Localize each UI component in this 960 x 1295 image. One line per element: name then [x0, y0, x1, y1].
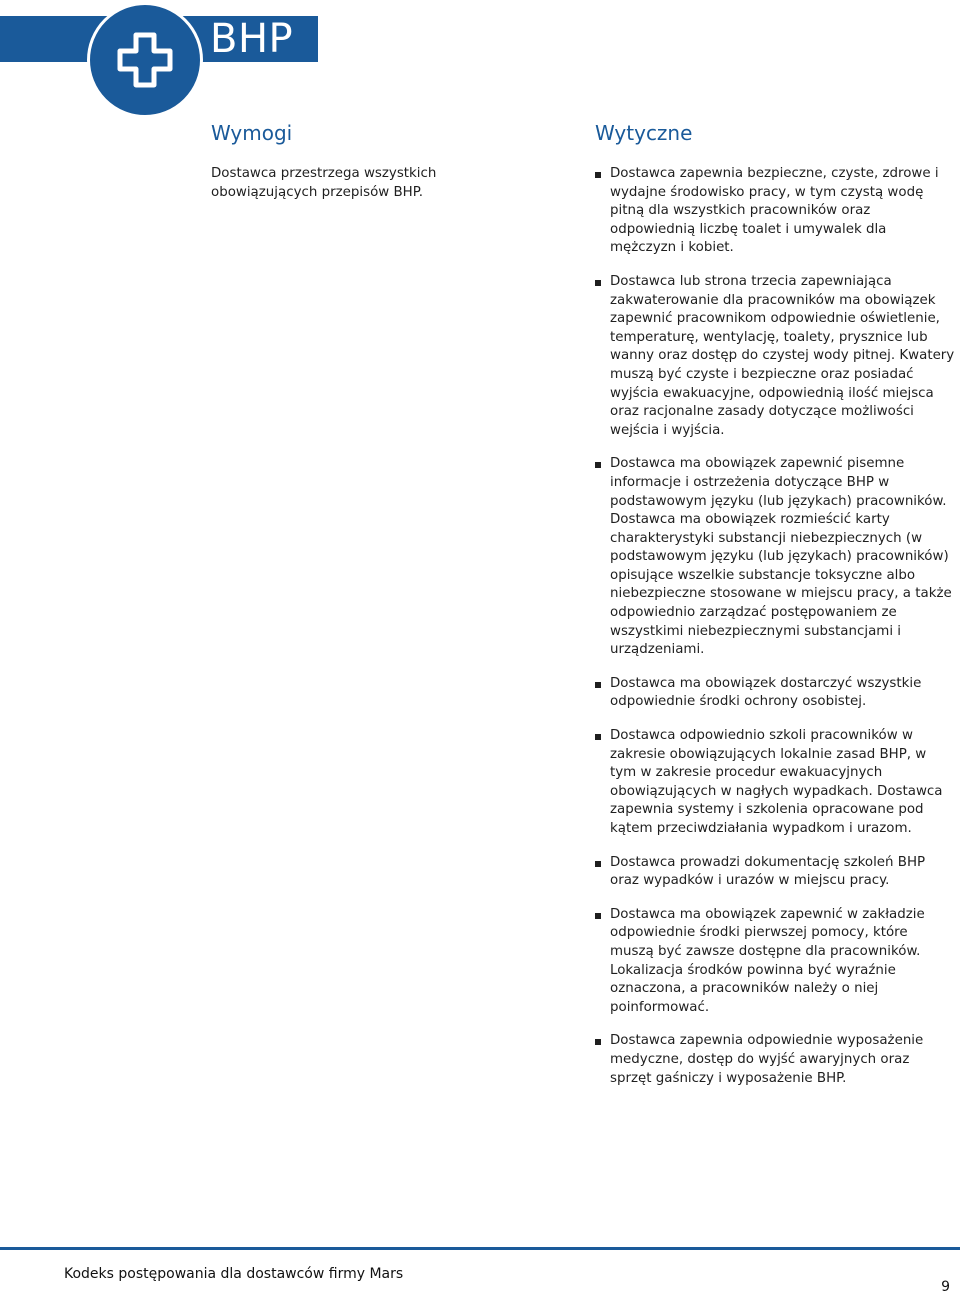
- guidelines-list: [595, 165, 955, 1088]
- guideline-item: [595, 165, 955, 258]
- square-bullet-icon: [595, 462, 601, 468]
- guideline-item: [595, 455, 955, 660]
- guideline-item: [595, 273, 955, 440]
- square-bullet-icon: [595, 172, 601, 178]
- page-number: 9: [941, 1279, 950, 1295]
- guideline-item: [595, 675, 955, 712]
- medical-cross-icon: [117, 32, 173, 88]
- square-bullet-icon: [595, 682, 601, 688]
- requirements-heading: Wymogi: [211, 121, 293, 145]
- square-bullet-icon: [595, 280, 601, 286]
- guideline-item: [595, 727, 955, 839]
- footer-divider: [0, 1247, 960, 1250]
- guideline-text: Dostawca zapewnia bezpieczne, czyste, zdrowe i wydajne środowisko pracy, w tym czystą wodę pitną dla wszystkich pracowników oraz odpowiednią liczbę toalet i umywalek dla mężczyzn i kobiet.: [610, 166, 939, 256]
- header-icon-badge: [87, 2, 203, 118]
- square-bullet-icon: [595, 913, 601, 919]
- square-bullet-icon: [595, 1039, 601, 1045]
- guideline-text: Dostawca prowadzi dokumentację szkoleń BHP oraz wypadków i urazów w miejscu pracy.: [610, 854, 926, 889]
- guideline-text: Dostawca lub strona trzecia zapewniająca zakwaterowanie dla pracowników ma obowiązek zapewnić pracownikom odpowiednie oświetlenie, temperaturę, wentylację, toalety, prysznice lub wanny oraz dostęp do czystej wody pitnej. Kwatery muszą być czyste i bezpieczne oraz posiadać wyjścia ewakuacyjne, odpowiednią ilość miejsca oraz racjonalne zasady dotyczące możliwości wejścia i wyjścia.: [610, 273, 955, 438]
- requirements-text: Dostawca przestrzega wszystkich obowiązujących przepisów BHP.: [211, 166, 437, 200]
- guideline-text: Dostawca odpowiednio szkoli pracowników w zakresie obowiązujących lokalnie zasad BHP, w tym w zakresie procedur ewakuacyjnych obowiązujących w nagłych wypadkach. Dostawca zapewnia systemy i szkolenia opracowane pod kątem przeciwdziałania wypadkom i urazom.: [610, 728, 943, 836]
- guideline-item: [595, 1032, 955, 1088]
- footer-document-title: Kodeks postępowania dla dostawców firmy Mars: [64, 1266, 404, 1282]
- guideline-item: [595, 854, 955, 891]
- guideline-text: Dostawca ma obowiązek zapewnić pisemne informacje i ostrzeżenia dotyczące BHP w podstawowym języku (lub językach) pracowników. Dostawca ma obowiązek rozmieścić karty charakterystyki substancji niebezpiecznych (w podstawowym języku (lub językach) pracowników) opisujące wszelkie substancje toksyczne albo niebezpieczne stosowane w miejscu pracy, a także odpowiednio zarządzać postępowaniem ze wszystkimi niebezpiecznymi substancjami i urządzeniami.: [610, 456, 952, 658]
- square-bullet-icon: [595, 861, 601, 867]
- guidelines-heading: Wytyczne: [595, 121, 693, 145]
- guideline-text: Dostawca ma obowiązek zapewnić w zakładzie odpowiednie środki pierwszej pomocy, które muszą być zawsze dostępne dla pracowników. Lokalizacja środków powinna być wyraźnie oznaczona, a pracowników należy o niej poinformować.: [610, 906, 925, 1015]
- guidelines-column: [595, 121, 955, 1103]
- guideline-text: Dostawca zapewnia odpowiednie wyposażenie medyczne, dostęp do wyjść awaryjnych oraz sprzęt gaśniczy i wyposażenie BHP.: [610, 1033, 924, 1086]
- guideline-text: Dostawca ma obowiązek dostarczyć wszystkie odpowiednie środki ochrony osobistej.: [610, 675, 922, 710]
- page-title: BHP: [210, 16, 294, 62]
- square-bullet-icon: [595, 734, 601, 740]
- requirements-column: [211, 121, 471, 202]
- guideline-item: [595, 906, 955, 1018]
